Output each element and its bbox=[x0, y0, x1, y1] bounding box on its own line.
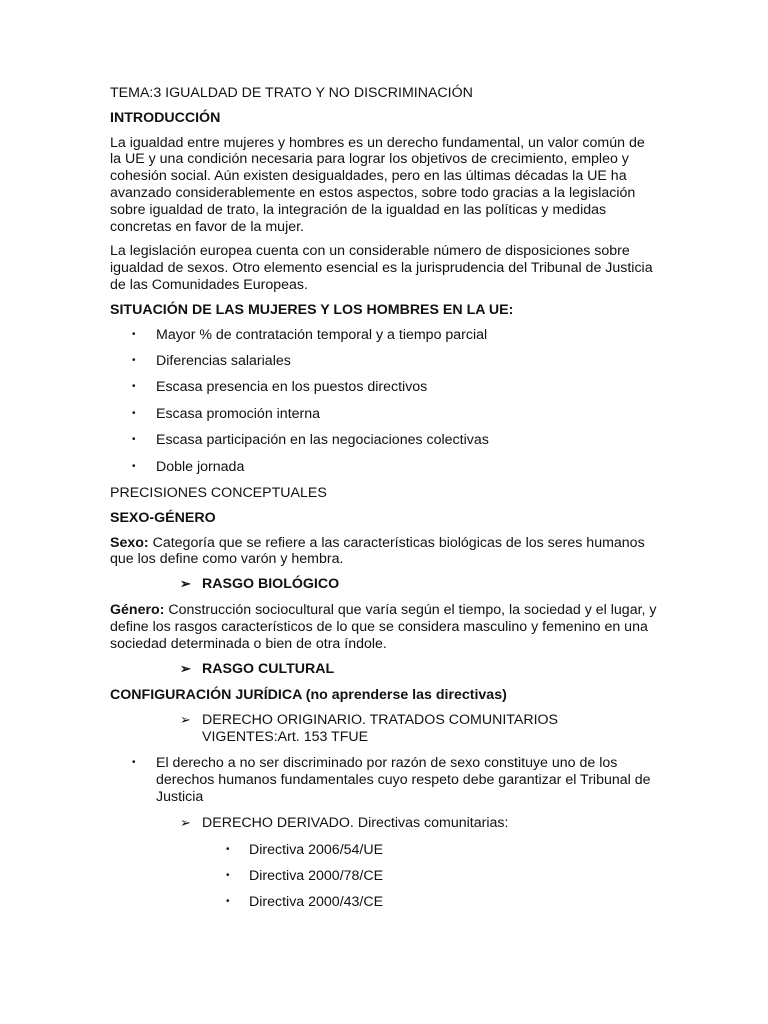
rasgo-biologico-item bbox=[110, 576, 658, 593]
arrow-icon: ➢ bbox=[180, 576, 191, 592]
list-item bbox=[110, 432, 658, 449]
list-item-text: Doble jornada bbox=[156, 458, 245, 475]
derecho-derivado-item bbox=[110, 815, 658, 832]
intro-paragraph-2: La legislación europea cuenta con un considerable número de disposiciones sobre igualdad de sexos. Otro elemento esencial es la jurisprudencia del Tribunal de Justicia de las Comunidades Europeas. bbox=[110, 243, 653, 293]
derecho-originario-text: DERECHO ORIGINARIO. TRATADOS COMUNITARIOS VIGENTES:Art. 153 TFUE bbox=[202, 712, 559, 745]
arrow-icon: ➢ bbox=[180, 712, 191, 728]
derecho-derivado-text: DERECHO DERIVADO. Directivas comunitarias: bbox=[202, 815, 509, 832]
config-heading: CONFIGURACIÓN JURÍDICA (no aprenderse las directivas) bbox=[110, 687, 507, 704]
genero-text: Construcción sociocultural que varía según el tiempo, la sociedad y el lugar, y define los rasgos característicos de lo que se considera masculino y femenino en una sociedad determinada o bien de otra índole. bbox=[110, 602, 657, 653]
directiva-text: Directiva 2000/43/CE bbox=[249, 894, 384, 911]
genero-label: Género: bbox=[110, 602, 165, 619]
sexo-label: Sexo: bbox=[110, 534, 149, 551]
document-body bbox=[110, 85, 658, 921]
directiva-text: Directiva 2000/78/CE bbox=[249, 868, 384, 885]
bullet-icon: • bbox=[132, 757, 136, 769]
bullet-icon: • bbox=[132, 434, 136, 446]
bullet-icon: • bbox=[226, 843, 230, 855]
bullet-icon: • bbox=[132, 381, 136, 393]
arrow-icon: ➢ bbox=[180, 815, 191, 831]
bullet-icon: • bbox=[132, 407, 136, 419]
document-title: TEMA:3 IGUALDAD DE TRATO Y NO DISCRIMINACIÓN bbox=[110, 85, 473, 101]
list-item-text: Escasa promoción interna bbox=[156, 405, 321, 422]
sexo-genero-heading: SEXO-GÉNERO bbox=[110, 509, 216, 526]
directivas-list bbox=[110, 842, 658, 912]
bullet-icon: • bbox=[132, 354, 136, 366]
situation-list bbox=[110, 327, 658, 476]
discrimination-text: El derecho a no ser discriminado por razón de sexo constituye uno de los derechos humanos fundamentales cuyo respeto debe garantizar el Tribunal de Justicia bbox=[156, 755, 651, 805]
list-item bbox=[110, 379, 658, 396]
list-item bbox=[110, 894, 658, 911]
list-item bbox=[110, 327, 658, 344]
discrimination-bullet bbox=[110, 755, 658, 805]
sexo-definition bbox=[110, 535, 658, 569]
list-item bbox=[110, 353, 658, 370]
arrow-icon: ➢ bbox=[180, 660, 191, 676]
list-item bbox=[110, 868, 658, 885]
rasgo-cultural-item bbox=[110, 661, 658, 678]
rasgo-biologico-text: RASGO BIOLÓGICO bbox=[202, 576, 340, 593]
directiva-text: Directiva 2006/54/UE bbox=[249, 841, 384, 858]
list-item bbox=[110, 406, 658, 423]
bullet-icon: • bbox=[226, 896, 230, 908]
intro-paragraph-1: La igualdad entre mujeres y hombres es un derecho fundamental, un valor común de la UE y una condición necesaria para lograr los objetivos de crecimiento, empleo y cohesión social. Aún existen desigualdades, pero en las últimas décadas la UE ha avanzado considerablemente en estos aspectos, sobre todo gracias a la legislación sobre igualdad de trato, la integración de la igualdad en las políticas y medidas concretas en favor de la mujer. bbox=[110, 134, 645, 235]
list-item-text: Escasa presencia en los puestos directivos bbox=[156, 379, 428, 396]
list-item bbox=[110, 459, 658, 476]
bullet-icon: • bbox=[132, 460, 136, 472]
intro-heading: INTRODUCCIÓN bbox=[110, 109, 221, 126]
rasgo-cultural-text: RASGO CULTURAL bbox=[202, 660, 335, 677]
list-item-text: Diferencias salariales bbox=[156, 352, 291, 369]
situation-heading: SITUACIÓN DE LAS MUJERES Y LOS HOMBRES EN LA UE: bbox=[110, 301, 514, 318]
precisiones-heading: PRECISIONES CONCEPTUALES bbox=[110, 484, 327, 501]
bullet-icon: • bbox=[132, 328, 136, 340]
genero-definition bbox=[110, 602, 658, 652]
list-item-text: Escasa participación en las negociaciones colectivas bbox=[156, 432, 489, 449]
bullet-icon: • bbox=[226, 870, 230, 882]
list-item bbox=[110, 842, 658, 859]
list-item-text: Mayor % de contratación temporal y a tiempo parcial bbox=[156, 326, 488, 343]
sexo-text: Categoría que se refiere a las características biológicas de los seres humanos que los define como varón y hembra. bbox=[110, 534, 645, 568]
derecho-originario-item bbox=[110, 712, 658, 746]
